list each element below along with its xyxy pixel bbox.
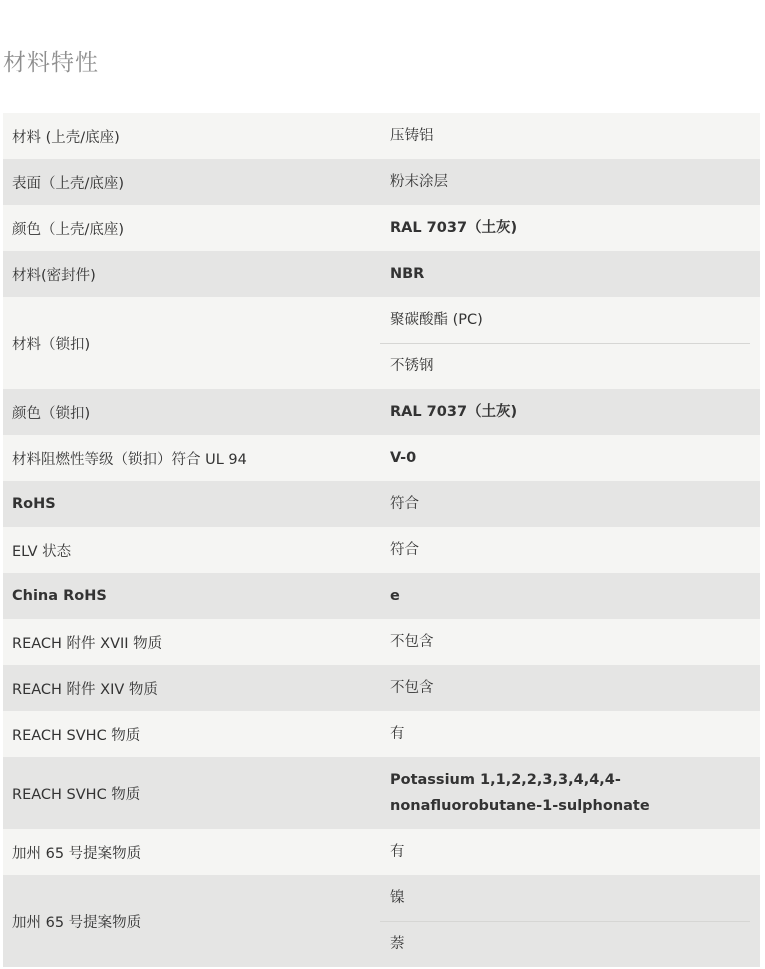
property-values bbox=[380, 113, 760, 159]
property-label: 材料(密封件) bbox=[12, 267, 96, 284]
property-label: 材料 (上壳/底座) bbox=[12, 129, 120, 146]
property-value: V-0 bbox=[390, 450, 417, 466]
property-label: 材料（锁扣) bbox=[12, 336, 91, 353]
property-label: 颜色（上壳/底座) bbox=[12, 221, 125, 238]
property-values bbox=[380, 159, 760, 205]
property-value: 有 bbox=[390, 726, 405, 742]
property-values bbox=[380, 251, 760, 297]
property-value: e bbox=[390, 588, 400, 604]
property-label: REACH 附件 XIV 物质 bbox=[12, 681, 158, 698]
property-value: 不锈钢 bbox=[380, 343, 750, 390]
property-values bbox=[380, 829, 760, 875]
table-row bbox=[3, 297, 760, 389]
property-label: 加州 65 号提案物质 bbox=[12, 845, 142, 862]
table-row bbox=[3, 665, 760, 711]
property-label: 颜色（锁扣) bbox=[12, 405, 91, 422]
property-value: RAL 7037（土灰) bbox=[390, 404, 518, 420]
property-label: RoHS bbox=[12, 496, 56, 512]
table-row bbox=[3, 159, 760, 205]
property-label: China RoHS bbox=[12, 588, 107, 604]
property-value: 萘 bbox=[380, 921, 750, 968]
property-value: 镍 bbox=[390, 889, 405, 906]
property-values bbox=[380, 573, 760, 619]
property-values bbox=[380, 481, 760, 527]
table-row bbox=[3, 757, 760, 829]
property-value: RAL 7037（土灰) bbox=[390, 220, 518, 236]
table-row bbox=[3, 875, 760, 967]
table-row bbox=[3, 619, 760, 665]
property-values bbox=[380, 527, 760, 573]
table-row bbox=[3, 435, 760, 481]
table-row bbox=[3, 711, 760, 757]
table-row bbox=[3, 205, 760, 251]
property-value: 不包含 bbox=[390, 680, 434, 696]
property-value: 符合 bbox=[390, 496, 419, 512]
table-row bbox=[3, 389, 760, 435]
property-value: 符合 bbox=[390, 542, 419, 558]
property-values bbox=[380, 205, 760, 251]
property-value: 不包含 bbox=[390, 634, 434, 650]
table-row bbox=[3, 481, 760, 527]
property-label: REACH SVHC 物质 bbox=[12, 727, 141, 744]
property-values bbox=[380, 297, 760, 389]
property-value: Potassium 1,1,2,2,3,3,4,4,4-nonafluorobutane-1-sulphonate bbox=[390, 772, 650, 814]
property-values bbox=[380, 875, 760, 967]
property-values bbox=[380, 389, 760, 435]
property-value: NBR bbox=[390, 266, 425, 282]
property-value: 压铸铝 bbox=[390, 128, 434, 144]
property-value: 聚碳酸酯 (PC) bbox=[390, 311, 483, 328]
property-label: 表面（上壳/底座) bbox=[12, 175, 125, 192]
table-row bbox=[3, 573, 760, 619]
table-row bbox=[3, 527, 760, 573]
table-row bbox=[3, 251, 760, 297]
section-title: 材料特性 bbox=[3, 50, 99, 76]
property-values bbox=[380, 711, 760, 757]
property-label: REACH SVHC 物质 bbox=[12, 786, 141, 803]
property-values bbox=[380, 435, 760, 481]
property-label: 材料阻燃性等级（锁扣）符合 UL 94 bbox=[12, 451, 247, 468]
table-row bbox=[3, 113, 760, 159]
property-label: 加州 65 号提案物质 bbox=[12, 914, 142, 931]
properties-table bbox=[3, 113, 760, 967]
property-values bbox=[380, 757, 760, 829]
property-values bbox=[380, 665, 760, 711]
property-values bbox=[380, 619, 760, 665]
property-value: 有 bbox=[390, 844, 405, 860]
property-label: ELV 状态 bbox=[12, 543, 72, 560]
property-label: REACH 附件 XVII 物质 bbox=[12, 635, 163, 652]
table-row bbox=[3, 829, 760, 875]
property-value: 粉末涂层 bbox=[390, 174, 448, 190]
